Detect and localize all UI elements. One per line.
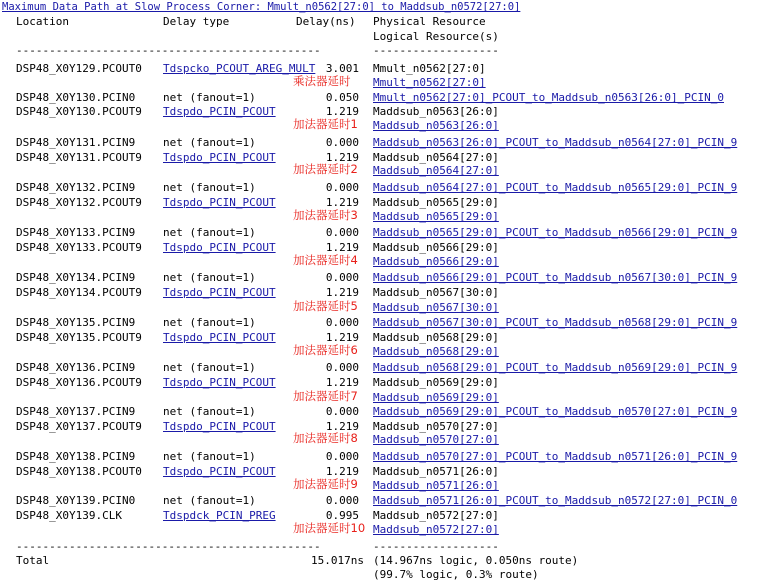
row-delay: 1.219 bbox=[325, 151, 359, 164]
delay-annotation: 加法器延时5 bbox=[293, 299, 358, 313]
resource-link[interactable]: Maddsub_n0569[29:0] bbox=[373, 391, 499, 404]
delay-annotation: 加法器延时7 bbox=[293, 389, 358, 403]
delay-type: net (fanout=1) bbox=[163, 181, 256, 194]
row-location: DSP48_X0Y132.PCOUT9 bbox=[16, 196, 142, 209]
delay-annotation: 加法器延时9 bbox=[293, 477, 358, 491]
row-location: DSP48_X0Y129.PCOUT0 bbox=[16, 62, 142, 75]
delay-type-link[interactable]: Tdspdo_PCIN_PCOUT bbox=[163, 241, 276, 254]
resource-link[interactable]: Maddsub_n0564[27:0]_PCOUT_to_Maddsub_n0565[29:0]_PCIN_9 bbox=[373, 181, 738, 194]
row-location: DSP48_X0Y132.PCIN9 bbox=[16, 181, 136, 194]
delay-type-link[interactable]: Tdspdo_PCIN_PCOUT bbox=[163, 105, 276, 118]
physical-resource: Maddsub_n0565[29:0] bbox=[373, 196, 499, 209]
delay-type: net (fanout=1) bbox=[163, 136, 256, 149]
report-title-link[interactable]: Maximum Data Path at Slow Process Corner: Mmult_n0562[27:0] to Maddsub_n0572[27:0] bbox=[2, 1, 521, 13]
footer-separator: ---------------------------------------------- bbox=[16, 540, 321, 553]
resource-link[interactable]: Maddsub_n0570[27:0] bbox=[373, 433, 499, 446]
physical-resource: Maddsub_n0569[29:0] bbox=[373, 376, 499, 389]
row-location: DSP48_X0Y134.PCIN9 bbox=[16, 271, 136, 284]
row-location: DSP48_X0Y130.PCOUT9 bbox=[16, 105, 142, 118]
row-location: DSP48_X0Y131.PCOUT9 bbox=[16, 151, 142, 164]
header-resource-separator: ------------------- bbox=[373, 44, 499, 57]
resource-link[interactable]: Maddsub_n0569[29:0]_PCOUT_to_Maddsub_n0570[27:0]_PCIN_9 bbox=[373, 405, 738, 418]
total-label: Total bbox=[16, 554, 50, 567]
header-delay-type: Delay type bbox=[163, 15, 230, 28]
row-location: DSP48_X0Y137.PCIN9 bbox=[16, 405, 136, 418]
header-physical-resource: Physical Resource bbox=[373, 15, 486, 28]
row-delay: 0.000 bbox=[325, 405, 359, 418]
physical-resource: Maddsub_n0564[27:0] bbox=[373, 151, 499, 164]
row-location: DSP48_X0Y134.PCOUT9 bbox=[16, 286, 142, 299]
header-location: Location bbox=[16, 15, 69, 28]
delay-type-link[interactable]: Tdspdo_PCIN_PCOUT bbox=[163, 196, 276, 209]
row-delay: 0.050 bbox=[325, 91, 359, 104]
resource-link[interactable]: Maddsub_n0565[29:0] bbox=[373, 210, 499, 223]
row-location: DSP48_X0Y138.PCIN9 bbox=[16, 450, 136, 463]
row-delay: 0.000 bbox=[325, 316, 359, 329]
physical-resource: Mmult_n0562[27:0] bbox=[373, 62, 486, 75]
row-delay: 0.000 bbox=[325, 136, 359, 149]
row-delay: 0.000 bbox=[325, 271, 359, 284]
delay-annotation: 加法器延时2 bbox=[293, 162, 358, 176]
total-breakdown-percent: (99.7% logic, 0.3% route) bbox=[373, 568, 539, 581]
delay-annotation: 加法器延时8 bbox=[293, 431, 358, 445]
footer-resource-separator: ------------------- bbox=[373, 540, 499, 553]
resource-link[interactable]: Maddsub_n0564[27:0] bbox=[373, 164, 499, 177]
resource-link[interactable]: Maddsub_n0568[29:0] bbox=[373, 345, 499, 358]
resource-link[interactable]: Maddsub_n0566[29:0]_PCOUT_to_Maddsub_n0567[30:0]_PCIN_9 bbox=[373, 271, 738, 284]
delay-type: net (fanout=1) bbox=[163, 271, 256, 284]
physical-resource: Maddsub_n0570[27:0] bbox=[373, 420, 499, 433]
resource-link[interactable]: Maddsub_n0571[26:0]_PCOUT_to_Maddsub_n0572[27:0]_PCIN_0 bbox=[373, 494, 738, 507]
resource-link[interactable]: Maddsub_n0567[30:0] bbox=[373, 301, 499, 314]
header-delay: Delay(ns) bbox=[296, 15, 356, 28]
delay-type-link[interactable]: Tdspdo_PCIN_PCOUT bbox=[163, 331, 276, 344]
delay-annotation: 加法器延时10 bbox=[293, 521, 366, 535]
physical-resource: Maddsub_n0566[29:0] bbox=[373, 241, 499, 254]
delay-type: net (fanout=1) bbox=[163, 405, 256, 418]
physical-resource: Maddsub_n0572[27:0] bbox=[373, 509, 499, 522]
delay-annotation: 加法器延时6 bbox=[293, 343, 358, 357]
row-delay: 1.219 bbox=[325, 286, 359, 299]
row-delay: 3.001 bbox=[325, 62, 359, 75]
row-location: DSP48_X0Y135.PCOUT9 bbox=[16, 331, 142, 344]
delay-type: net (fanout=1) bbox=[163, 316, 256, 329]
row-delay: 1.219 bbox=[325, 376, 359, 389]
row-location: DSP48_X0Y131.PCIN9 bbox=[16, 136, 136, 149]
row-delay: 0.000 bbox=[325, 181, 359, 194]
resource-link[interactable]: Maddsub_n0563[26:0] bbox=[373, 119, 499, 132]
row-location: DSP48_X0Y139.PCIN0 bbox=[16, 494, 136, 507]
resource-link[interactable]: Maddsub_n0568[29:0]_PCOUT_to_Maddsub_n0569[29:0]_PCIN_9 bbox=[373, 361, 738, 374]
delay-type: net (fanout=1) bbox=[163, 91, 256, 104]
delay-annotation: 加法器延时4 bbox=[293, 253, 358, 267]
resource-link[interactable]: Maddsub_n0565[29:0]_PCOUT_to_Maddsub_n0566[29:0]_PCIN_9 bbox=[373, 226, 738, 239]
row-location: DSP48_X0Y137.PCOUT9 bbox=[16, 420, 142, 433]
row-delay: 0.000 bbox=[325, 361, 359, 374]
physical-resource: Maddsub_n0567[30:0] bbox=[373, 286, 499, 299]
delay-type: net (fanout=1) bbox=[163, 450, 256, 463]
delay-type: net (fanout=1) bbox=[163, 361, 256, 374]
total-delay: 15.017ns bbox=[311, 554, 364, 567]
row-delay: 0.000 bbox=[325, 450, 359, 463]
delay-type-link[interactable]: Tdspcko_PCOUT_AREG_MULT bbox=[163, 62, 316, 75]
row-delay: 1.219 bbox=[325, 105, 359, 118]
row-delay: 1.219 bbox=[325, 241, 359, 254]
physical-resource: Maddsub_n0568[29:0] bbox=[373, 331, 499, 344]
delay-type-link[interactable]: Tdspdo_PCIN_PCOUT bbox=[163, 151, 276, 164]
delay-type-link[interactable]: Tdspdck_PCIN_PREG bbox=[163, 509, 276, 522]
row-location: DSP48_X0Y133.PCOUT9 bbox=[16, 241, 142, 254]
resource-link[interactable]: Maddsub_n0563[26:0]_PCOUT_to_Maddsub_n0564[27:0]_PCIN_9 bbox=[373, 136, 738, 149]
row-delay: 1.219 bbox=[325, 465, 359, 478]
physical-resource: Maddsub_n0563[26:0] bbox=[373, 105, 499, 118]
delay-annotation: 加法器延时1 bbox=[293, 117, 358, 131]
row-delay: 0.000 bbox=[325, 226, 359, 239]
delay-type: net (fanout=1) bbox=[163, 494, 256, 507]
header-logical-resources: Logical Resource(s) bbox=[373, 30, 499, 43]
resource-link[interactable]: Maddsub_n0570[27:0]_PCOUT_to_Maddsub_n0571[26:0]_PCIN_9 bbox=[373, 450, 738, 463]
row-location: DSP48_X0Y135.PCIN9 bbox=[16, 316, 136, 329]
resource-link[interactable]: Maddsub_n0566[29:0] bbox=[373, 255, 499, 268]
header-separator: ---------------------------------------------- bbox=[16, 44, 321, 57]
delay-type-link[interactable]: Tdspdo_PCIN_PCOUT bbox=[163, 465, 276, 478]
row-delay: 0.995 bbox=[325, 509, 359, 522]
row-location: DSP48_X0Y136.PCOUT9 bbox=[16, 376, 142, 389]
physical-resource: Maddsub_n0571[26:0] bbox=[373, 465, 499, 478]
row-location: DSP48_X0Y136.PCIN9 bbox=[16, 361, 136, 374]
delay-type-link[interactable]: Tdspdo_PCIN_PCOUT bbox=[163, 420, 276, 433]
delay-annotation: 加法器延时3 bbox=[293, 208, 358, 222]
resource-link[interactable]: Maddsub_n0567[30:0]_PCOUT_to_Maddsub_n0568[29:0]_PCIN_9 bbox=[373, 316, 738, 329]
delay-type-link[interactable]: Tdspdo_PCIN_PCOUT bbox=[163, 286, 276, 299]
row-delay: 1.219 bbox=[325, 196, 359, 209]
row-location: DSP48_X0Y130.PCIN0 bbox=[16, 91, 136, 104]
resource-link[interactable]: Maddsub_n0572[27:0] bbox=[373, 523, 499, 536]
row-delay: 1.219 bbox=[325, 420, 359, 433]
delay-type-link[interactable]: Tdspdo_PCIN_PCOUT bbox=[163, 376, 276, 389]
row-delay: 0.000 bbox=[325, 494, 359, 507]
delay-annotation: 乘法器延时 bbox=[293, 74, 351, 88]
row-location: DSP48_X0Y138.PCOUT0 bbox=[16, 465, 142, 478]
resource-link[interactable]: Mmult_n0562[27:0] bbox=[373, 76, 486, 89]
resource-link[interactable]: Maddsub_n0571[26:0] bbox=[373, 479, 499, 492]
row-delay: 1.219 bbox=[325, 331, 359, 344]
row-location: DSP48_X0Y139.CLK bbox=[16, 509, 122, 522]
row-location: DSP48_X0Y133.PCIN9 bbox=[16, 226, 136, 239]
delay-type: net (fanout=1) bbox=[163, 226, 256, 239]
resource-link[interactable]: Mmult_n0562[27:0]_PCOUT_to_Maddsub_n0563[26:0]_PCIN_0 bbox=[373, 91, 724, 104]
total-breakdown-ns: (14.967ns logic, 0.050ns route) bbox=[373, 554, 579, 567]
